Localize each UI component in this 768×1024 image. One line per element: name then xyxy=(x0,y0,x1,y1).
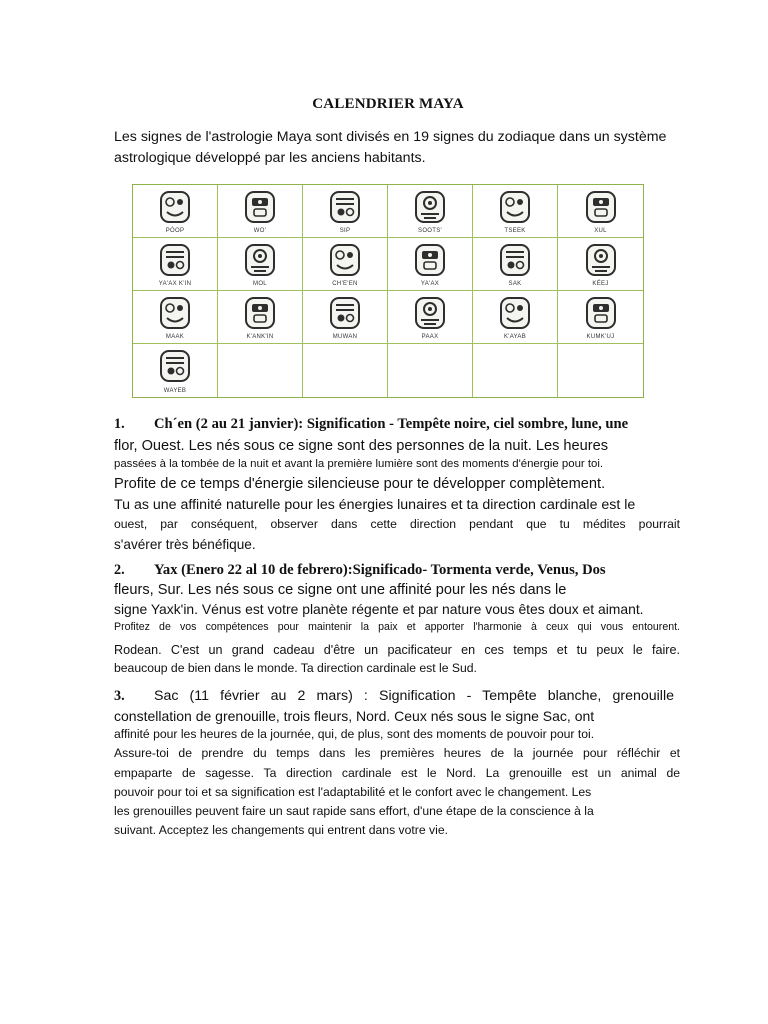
glyph-cell xyxy=(388,238,473,291)
glyph-cell xyxy=(133,238,218,291)
text-line: Assure-toi de prendre du temps dans les premières heures de la journée pour réfléchir et xyxy=(114,746,680,760)
glyph-cell xyxy=(558,238,643,291)
glyph-label: SOOTS' xyxy=(418,228,442,234)
maya-glyph-icon xyxy=(328,189,362,225)
text-line: signe Yaxk'in. Vénus est votre planète régente et par nature vous êtes doux et aimant. xyxy=(114,601,644,617)
section-number: 1. xyxy=(114,416,125,432)
empty-cell xyxy=(388,344,473,397)
glyph-label: MAAK xyxy=(165,334,185,340)
section-sac xyxy=(114,688,680,842)
glyph-cell xyxy=(133,344,218,397)
glyph-label: YA'AX xyxy=(420,281,440,287)
maya-glyph-icon xyxy=(498,295,532,331)
text-line: Rodean. C'est un grand cadeau d'être un pacificateur en ces temps et tu peux le faire. xyxy=(114,643,680,657)
glyph-label: YA'AX K'IN xyxy=(158,281,192,287)
maya-glyph-icon xyxy=(584,189,618,225)
glyph-label: PAAX xyxy=(421,334,439,340)
text-line: empaparte de sagesse. Ta direction cardinale est le Nord. La grenouille est un animal de xyxy=(114,766,680,780)
document-title: CALENDRIER MAYA xyxy=(312,96,464,112)
maya-glyph-icon xyxy=(158,348,192,384)
glyph-label: SAK xyxy=(508,281,522,287)
maya-glyph-icon xyxy=(584,242,618,278)
section-heading-line xyxy=(114,562,680,582)
maya-glyph-icon xyxy=(158,295,192,331)
section-heading-line xyxy=(114,416,680,438)
text-line: beaucoup de bien dans le monde. Ta direction cardinale est le Sud. xyxy=(114,661,477,675)
maya-glyph-icon xyxy=(328,242,362,278)
text-line: affinité pour les heures de la journée, qui, de plus, sont des moments de pouvoir pour toi. xyxy=(114,727,595,741)
text-line: pouvoir pour toi et sa signification est l'adaptabilité et le confort avec le changement. Les xyxy=(114,785,592,799)
text-line: passées à la tombée de la nuit et avant la première lumière sont des moments d'énergie pour toi. xyxy=(114,458,604,470)
section-number: 3. xyxy=(114,688,125,704)
glyph-cell xyxy=(303,291,388,344)
glyph-label: PÓOP xyxy=(165,228,185,234)
glyph-label: WAYEB xyxy=(163,388,187,394)
glyph-cell xyxy=(218,185,303,238)
maya-glyph-icon xyxy=(413,295,447,331)
maya-glyph-icon xyxy=(158,189,192,225)
text-line: flor, Ouest. Les nés sous ce signe sont des personnes de la nuit. Les heures xyxy=(114,438,609,454)
section-heading: Ch´en (2 au 21 janvier): Signification - Tempête noire, ciel sombre, lune, une xyxy=(154,416,629,432)
section-heading: Yax (Enero 22 al 10 de febrero):Significado- Tormenta verde, Venus, Dos xyxy=(154,562,606,578)
text-line: Profite de ce temps d'énergie silencieuse pour te développer complètement. xyxy=(114,476,606,492)
maya-glyph-icon xyxy=(243,295,277,331)
glyph-label: SIP xyxy=(339,228,351,234)
text-line: fleurs, Sur. Les nés sous ce signe ont une affinité pour les nés dans le xyxy=(114,582,567,598)
text-line: s'avérer très bénéfique. xyxy=(114,537,256,552)
glyph-cell xyxy=(303,238,388,291)
glyph-label: CH'E'EN xyxy=(332,281,358,287)
text-line: constellation de grenouille, trois fleurs, Nord. Ceux nés sous le signe Sac, ont xyxy=(114,708,595,724)
maya-glyph-icon xyxy=(243,242,277,278)
glyph-label: KÉEJ xyxy=(592,281,609,287)
intro-paragraph xyxy=(114,127,674,169)
intro-line: astrologique développé par les anciens habitants. xyxy=(114,150,426,166)
glyph-cell xyxy=(133,291,218,344)
maya-glyph-icon xyxy=(584,295,618,331)
text-line: suivant. Acceptez les changements qui entrent dans votre vie. xyxy=(114,823,448,837)
glyph-cell xyxy=(388,185,473,238)
glyph-cell xyxy=(473,238,558,291)
maya-glyph-icon xyxy=(498,189,532,225)
text-line: Profitez de vos compétences pour maintenir la paix et apporter l'harmonie à ceux qui vous entourent. xyxy=(114,621,680,633)
glyph-cell xyxy=(218,238,303,291)
maya-glyph-icon xyxy=(413,189,447,225)
glyph-label: K'AYAB xyxy=(503,334,527,340)
section-number: 2. xyxy=(114,562,125,578)
text-line: les grenouilles peuvent faire un saut rapide sans effort, d'une étape de la conscience à la xyxy=(114,804,594,818)
glyph-label: XUL xyxy=(594,228,607,234)
glyph-label: WO' xyxy=(253,228,267,234)
glyph-label: TSEEK xyxy=(504,228,526,234)
maya-glyph-icon xyxy=(413,242,447,278)
maya-glyph-icon xyxy=(158,242,192,278)
glyph-label: K'ANK'IN xyxy=(246,334,274,340)
glyph-cell xyxy=(388,291,473,344)
glyph-cell xyxy=(558,291,643,344)
maya-glyph-icon xyxy=(328,295,362,331)
empty-cell xyxy=(303,344,388,397)
text-line: Tu as une affinité naturelle pour les énergies lunaires et ta direction cardinale est le xyxy=(114,497,636,513)
glyph-label: MOL xyxy=(253,281,267,287)
empty-cell xyxy=(218,344,303,397)
intro-line: Les signes de l'astrologie Maya sont divisés en 19 signes du zodiaque dans un système xyxy=(114,129,667,145)
section-heading-line xyxy=(114,688,680,708)
empty-cell xyxy=(558,344,643,397)
section-chen xyxy=(114,416,680,557)
section-heading: Sac (11 février au 2 mars) : Signification - Tempête blanche, grenouille xyxy=(154,688,674,704)
maya-glyph-icon xyxy=(243,189,277,225)
maya-glyph-icon xyxy=(498,242,532,278)
glyph-cell xyxy=(473,291,558,344)
empty-cell xyxy=(473,344,558,397)
glyph-cell xyxy=(558,185,643,238)
glyph-cell xyxy=(218,291,303,344)
glyph-label: MUWAN xyxy=(332,334,358,340)
glyph-cell xyxy=(473,185,558,238)
glyph-label: KUMK'UJ xyxy=(586,334,615,340)
glyph-cell xyxy=(303,185,388,238)
section-yax xyxy=(114,562,680,679)
text-line: ouest, par conséquent, observer dans cette direction pendant que tu médites pourrait xyxy=(114,517,680,531)
maya-glyph-table xyxy=(132,184,644,398)
glyph-cell xyxy=(133,185,218,238)
